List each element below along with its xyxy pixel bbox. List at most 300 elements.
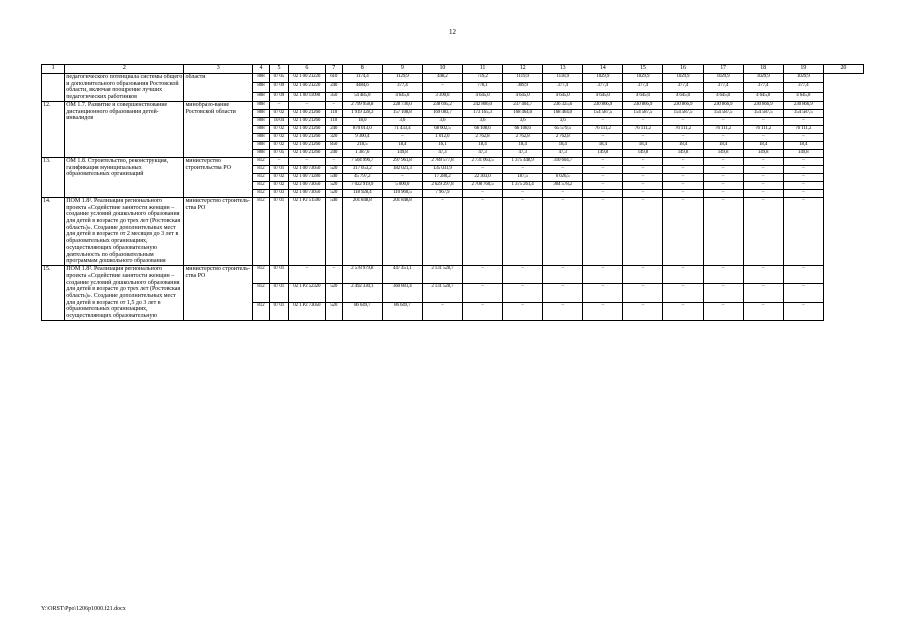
amount-cell: – bbox=[783, 266, 823, 284]
amount-cell: – bbox=[623, 197, 663, 265]
amount-cell: – bbox=[583, 165, 623, 173]
amount-cell: 3,6 bbox=[503, 117, 543, 125]
amount-cell: – bbox=[663, 197, 703, 265]
measure-name: ПОМ 1.8². Реализация регионального проекта «Содействие занятости женщин – создание условий дошкольного образования для детей в возрасте до трех лет (Ростовская область)». Создание дополнительных мест для детей в возрасте от 1,5 до 3 лет в образовательных организациях, осуществляющих образовательную bbox=[65, 266, 184, 321]
amount-cell: 18,0 bbox=[342, 117, 382, 125]
budget-code-cell: 812 bbox=[253, 284, 270, 302]
amount-cell: – bbox=[703, 173, 743, 181]
amount-cell: 154 587,5 bbox=[783, 109, 823, 117]
column-number: 5 bbox=[269, 65, 288, 74]
budget-table bbox=[41, 64, 864, 321]
amount-cell: 47,3 bbox=[462, 149, 502, 157]
amount-cell: 4 645,0 bbox=[703, 92, 743, 101]
budget-code-cell: 808 bbox=[253, 109, 270, 117]
amount-cell: 377,4 bbox=[382, 83, 422, 92]
amount-cell: 4 645,0 bbox=[743, 92, 783, 101]
executor: министерство строитель-ства РО bbox=[184, 266, 253, 321]
amount-cell: 230 866,9 bbox=[583, 101, 623, 109]
amount-cell: 18,4 bbox=[703, 141, 743, 149]
table-row bbox=[42, 197, 864, 265]
column-number: 6 bbox=[288, 65, 325, 74]
amount-cell: – bbox=[503, 284, 543, 302]
amount-cell: 1029,9 bbox=[623, 74, 663, 83]
amount-cell: – bbox=[462, 189, 502, 197]
row-number: 14. bbox=[42, 197, 65, 265]
amount-cell: – bbox=[543, 302, 583, 320]
amount-cell: 377,4 bbox=[663, 83, 703, 92]
row-number: 15. bbox=[42, 266, 65, 321]
amount-cell: – bbox=[703, 197, 743, 265]
amount-cell: 242 806,0 bbox=[462, 101, 502, 109]
amount-cell: – bbox=[743, 189, 783, 197]
amount-cell: 201 848,8 bbox=[342, 197, 382, 265]
amount-cell: – bbox=[663, 117, 703, 125]
amount-cell: 1029,9 bbox=[663, 74, 703, 83]
amount-cell: 149,8 bbox=[583, 149, 623, 157]
amount-cell: – bbox=[663, 165, 703, 173]
amount-cell: 76 111,2 bbox=[663, 125, 703, 133]
amount-cell: – bbox=[703, 189, 743, 197]
budget-code-cell: 07 09 bbox=[269, 83, 288, 92]
amount-cell: – bbox=[743, 133, 783, 141]
budget-code-cell: 350 bbox=[325, 92, 342, 101]
amount-cell: – bbox=[743, 117, 783, 125]
budget-code-cell: 07 01 bbox=[269, 302, 288, 320]
row-number: 13. bbox=[42, 157, 65, 197]
amount-cell: 149,8 bbox=[743, 149, 783, 157]
amount-cell: 1 387,6 bbox=[342, 149, 382, 157]
amount-cell: – bbox=[623, 157, 663, 165]
amount-cell: – bbox=[703, 181, 743, 189]
amount-cell: – bbox=[663, 173, 703, 181]
amount-cell: 2 762,8 bbox=[503, 133, 543, 141]
amount-cell: 47,3 bbox=[543, 149, 583, 157]
amount-cell: 118 928,4 bbox=[342, 189, 382, 197]
amount-cell: 5 000,0 bbox=[382, 181, 422, 189]
amount-cell: 2 131 528,7 bbox=[422, 284, 462, 302]
budget-code-cell: 520 bbox=[325, 284, 342, 302]
budget-code-cell: 07 02 bbox=[269, 125, 288, 133]
budget-code-cell: 07 02 bbox=[269, 141, 288, 149]
budget-code-cell: 808 bbox=[253, 83, 270, 92]
amount-cell: 228 736,0 bbox=[382, 101, 422, 109]
amount-cell: 135 031,9 bbox=[422, 165, 462, 173]
amount-cell: – bbox=[623, 266, 663, 284]
budget-code-cell: 812 bbox=[253, 302, 270, 320]
budget-code-cell: 07 01 bbox=[269, 197, 288, 265]
table-row bbox=[42, 157, 864, 165]
amount-cell: 54 485,0 bbox=[342, 92, 382, 101]
column-number: 11 bbox=[462, 65, 502, 74]
amount-cell: 4 645,0 bbox=[663, 92, 703, 101]
budget-code-cell: 540 bbox=[325, 173, 342, 181]
amount-cell: – bbox=[663, 133, 703, 141]
amount-cell: – bbox=[743, 266, 783, 284]
amount-cell: 76 111,2 bbox=[703, 125, 743, 133]
amount-cell: 157 108,8 bbox=[382, 109, 422, 117]
amount-cell: – bbox=[703, 302, 743, 320]
amount-cell: – bbox=[623, 302, 663, 320]
amount-cell: 187,5 bbox=[503, 173, 543, 181]
budget-code-cell: – bbox=[325, 157, 342, 165]
amount-cell: – bbox=[623, 165, 663, 173]
amount-cell: 230 866,9 bbox=[743, 101, 783, 109]
budget-code-cell: 02 1 00 21220 bbox=[288, 74, 325, 83]
amount-cell: – bbox=[382, 133, 422, 141]
amount-cell: 76 111,2 bbox=[783, 125, 823, 133]
amount-cell: 377,4 bbox=[783, 83, 823, 92]
amount-cell: 2 762,8 bbox=[543, 133, 583, 141]
amount-cell: – bbox=[743, 157, 783, 165]
amount-cell: 3,6 bbox=[462, 117, 502, 125]
budget-code-cell: 02 1 00 73050 bbox=[288, 165, 325, 173]
budget-code-cell: 240 bbox=[325, 125, 342, 133]
amount-cell: 236 325,6 bbox=[543, 101, 583, 109]
amount-cell: 317 053,2 bbox=[342, 165, 382, 173]
amount-cell: 1 375 448,9 bbox=[503, 157, 543, 165]
amount-cell: 218,5 bbox=[342, 141, 382, 149]
amount-cell: 778,1 bbox=[462, 83, 502, 92]
amount-cell: – bbox=[623, 189, 663, 197]
column-number: 12 bbox=[503, 65, 543, 74]
amount-cell: 149,8 bbox=[703, 149, 743, 157]
amount-cell: – bbox=[663, 302, 703, 320]
header-row bbox=[42, 65, 864, 74]
budget-code-cell: 320 bbox=[325, 133, 342, 141]
amount-cell: – bbox=[783, 302, 823, 320]
budget-code-cell: 07 01 bbox=[269, 165, 288, 173]
amount-cell: 76 111,2 bbox=[623, 125, 663, 133]
amount-cell: 3,6 bbox=[382, 117, 422, 125]
amount-cell: 3,6 bbox=[543, 117, 583, 125]
amount-cell: 4484,6 bbox=[342, 83, 382, 92]
amount-cell: 310 604,7 bbox=[543, 157, 583, 165]
amount-cell: – bbox=[583, 133, 623, 141]
amount-cell: 230 866,9 bbox=[623, 101, 663, 109]
amount-cell: – bbox=[503, 165, 543, 173]
amount-cell: 65 579,5 bbox=[543, 125, 583, 133]
budget-code-cell: 850 bbox=[325, 141, 342, 149]
executor: министерство строитель-ства РО bbox=[184, 197, 253, 265]
amount-cell: 230 866,9 bbox=[783, 101, 823, 109]
budget-code-cell: 02 1 00 21260 bbox=[288, 141, 325, 149]
amount-cell: 238 695,2 bbox=[422, 101, 462, 109]
amount-cell: 86 649,7 bbox=[342, 302, 382, 320]
column-number: 1 bbox=[42, 65, 65, 74]
amount-cell: – bbox=[623, 133, 663, 141]
amount-cell: – bbox=[503, 189, 543, 197]
amount-cell: – bbox=[663, 181, 703, 189]
budget-code-cell: 07 03 bbox=[269, 189, 288, 197]
budget-code-cell: 808 bbox=[253, 92, 270, 101]
amount-cell: 110 960,5 bbox=[382, 189, 422, 197]
amount-cell: 18,4 bbox=[583, 141, 623, 149]
amount-cell: – bbox=[583, 117, 623, 125]
measure-name: педагогического потенциала системы общего и дополнительного образования Ростовской области, включая поощрение лучших педагогических работников bbox=[66, 74, 183, 101]
amount-cell: – bbox=[703, 266, 743, 284]
amount-cell: – bbox=[663, 266, 703, 284]
amount-cell: – bbox=[783, 189, 823, 197]
amount-cell: – bbox=[743, 173, 783, 181]
budget-code-cell: 07 05 bbox=[269, 149, 288, 157]
budget-code-cell: 02 1 P2 73050 bbox=[288, 302, 325, 320]
amount-cell: 1029,9 bbox=[703, 74, 743, 83]
file-path-footer: Y:\ORST\Ppo\1206p1000.f21.docx bbox=[41, 606, 126, 612]
budget-code-cell: 808 bbox=[253, 133, 270, 141]
budget-code-cell: 02 1 00 21260 bbox=[288, 117, 325, 125]
amount-cell: – bbox=[783, 117, 823, 125]
amount-cell: – bbox=[422, 83, 462, 92]
amount-cell: 149,8 bbox=[623, 149, 663, 157]
amount-cell: – bbox=[743, 197, 783, 265]
amount-cell: 2 708 760,5 bbox=[462, 181, 502, 189]
amount-cell: 297 961,8 bbox=[382, 157, 422, 165]
amount-cell: 4 645,0 bbox=[623, 92, 663, 101]
table-row bbox=[42, 74, 864, 83]
budget-code-cell: – bbox=[288, 266, 325, 284]
amount-cell: 3 390,0 bbox=[422, 92, 462, 101]
amount-cell: – bbox=[422, 302, 462, 320]
budget-code-cell: 02 1 00 21220 bbox=[288, 83, 325, 92]
amount-cell: 377,4 bbox=[703, 83, 743, 92]
amount-cell: 2 762,8 bbox=[462, 133, 502, 141]
amount-cell: – bbox=[583, 302, 623, 320]
amount-cell: 149,8 bbox=[382, 149, 422, 157]
column-number: 13 bbox=[543, 65, 583, 74]
measure-name: ОМ 1.7. Развитие и совершенствование дистанционного образования детей-инвалидов bbox=[65, 101, 184, 157]
amount-cell: – bbox=[543, 284, 583, 302]
budget-code-cell: – bbox=[325, 266, 342, 284]
column-number: 18 bbox=[743, 65, 783, 74]
amount-cell: 2 629 297,8 bbox=[422, 181, 462, 189]
amount-cell: – bbox=[543, 197, 583, 265]
amount-cell: 4 645,0 bbox=[503, 92, 543, 101]
amount-cell: 230 866,9 bbox=[703, 101, 743, 109]
amount-cell: – bbox=[663, 157, 703, 165]
amount-cell: 201 848,8 bbox=[382, 197, 422, 265]
budget-code-cell: 02 1 00 21260 bbox=[288, 149, 325, 157]
amount-cell: – bbox=[503, 266, 543, 284]
executor: области bbox=[184, 74, 253, 102]
amount-cell: 4 645,0 bbox=[783, 92, 823, 101]
amount-cell: – bbox=[382, 173, 422, 181]
amount-cell: – bbox=[583, 197, 623, 265]
amount-cell: 4 645,0 bbox=[382, 92, 422, 101]
column-number: 9 bbox=[382, 65, 422, 74]
column-number: 17 bbox=[703, 65, 743, 74]
amount-cell: 2 492 330,1 bbox=[342, 284, 382, 302]
amount-cell: 447 451,1 bbox=[382, 266, 422, 284]
amount-cell: 173 165,3 bbox=[462, 109, 502, 117]
column-number: 8 bbox=[342, 65, 382, 74]
amount-cell: 237 404,7 bbox=[503, 101, 543, 109]
amount-cell: – bbox=[462, 302, 502, 320]
amount-cell: 7 967,9 bbox=[422, 189, 462, 197]
budget-code-cell: 02 1 00 21260 bbox=[288, 125, 325, 133]
budget-code-cell: 10 04 bbox=[269, 117, 288, 125]
budget-code-cell: 812 bbox=[253, 266, 270, 284]
amount-cell: 9 300,4 bbox=[342, 133, 382, 141]
budget-code-cell: 808 bbox=[253, 101, 270, 109]
table-row bbox=[42, 266, 864, 284]
row-number bbox=[42, 74, 65, 102]
amount-cell: 377,4 bbox=[623, 83, 663, 92]
table-row bbox=[42, 101, 864, 109]
amount-cell: 4 645,0 bbox=[462, 92, 502, 101]
amount-cell: 66 108,6 bbox=[462, 125, 502, 133]
amount-cell: 309,9 bbox=[503, 83, 543, 92]
amount-cell: 17 280,2 bbox=[422, 173, 462, 181]
amount-cell: – bbox=[462, 266, 502, 284]
amount-cell: 377,4 bbox=[543, 83, 583, 92]
amount-cell: – bbox=[783, 165, 823, 173]
executor: министерство строительства РО bbox=[184, 157, 253, 197]
column-number: 3 bbox=[184, 65, 253, 74]
budget-code-cell: 808 bbox=[253, 74, 270, 83]
amount-cell: – bbox=[583, 181, 623, 189]
amount-cell: 2 731 063,5 bbox=[462, 157, 502, 165]
budget-code-cell: 812 bbox=[253, 189, 270, 197]
amount-cell: 360 801,4 bbox=[382, 284, 422, 302]
amount-cell: – bbox=[703, 284, 743, 302]
amount-cell: – bbox=[543, 165, 583, 173]
amount-cell: 377,4 bbox=[583, 83, 623, 92]
amount-cell: 1029,9 bbox=[583, 74, 623, 83]
amount-cell: 1 919 328,3 bbox=[342, 109, 382, 117]
budget-code-cell: – bbox=[325, 101, 342, 109]
budget-code-cell: 07 02 bbox=[269, 173, 288, 181]
amount-cell: – bbox=[543, 189, 583, 197]
budget-code-cell: 240 bbox=[325, 149, 342, 157]
budget-code-cell: 520 bbox=[325, 189, 342, 197]
column-number: 15 bbox=[623, 65, 663, 74]
budget-code-cell: 520 bbox=[325, 302, 342, 320]
budget-code-cell: 02 1 00 21260 bbox=[288, 109, 325, 117]
budget-code-cell: 110 bbox=[325, 109, 342, 117]
budget-code-cell: – bbox=[269, 101, 288, 109]
amount-cell: 149,8 bbox=[663, 149, 703, 157]
budget-code-cell: – bbox=[288, 101, 325, 109]
amount-cell: 66 108,6 bbox=[503, 125, 543, 133]
column-number: 10 bbox=[422, 65, 462, 74]
amount-cell: – bbox=[503, 302, 543, 320]
amount-cell: – bbox=[783, 157, 823, 165]
amount-cell: – bbox=[743, 284, 783, 302]
amount-cell: – bbox=[663, 284, 703, 302]
amount-cell: – bbox=[743, 181, 783, 189]
amount-cell: 1118,9 bbox=[543, 74, 583, 83]
amount-cell: 1029,9 bbox=[743, 74, 783, 83]
amount-cell: – bbox=[462, 197, 502, 265]
amount-cell: 1174,4 bbox=[342, 74, 382, 83]
amount-cell: 719,2 bbox=[462, 74, 502, 83]
budget-code-cell: 808 bbox=[253, 125, 270, 133]
amount-cell: – bbox=[462, 165, 502, 173]
amount-cell: 1 375 261,4 bbox=[503, 181, 543, 189]
page-number: 12 bbox=[449, 28, 456, 36]
amount-cell: 154 587,5 bbox=[663, 109, 703, 117]
amount-cell: – bbox=[783, 181, 823, 189]
amount-cell: 22 303,0 bbox=[462, 173, 502, 181]
amount-cell: 68 002,5 bbox=[422, 125, 462, 133]
amount-cell: – bbox=[743, 165, 783, 173]
column-number: 19 bbox=[783, 65, 823, 74]
amount-cell: – bbox=[783, 197, 823, 265]
amount-cell: – bbox=[703, 157, 743, 165]
budget-code-cell: 02 1 00 73050 bbox=[288, 181, 325, 189]
amount-cell: 45 797,2 bbox=[342, 173, 382, 181]
budget-code-cell: 07 05 bbox=[269, 74, 288, 83]
budget-code-cell: 02 1 P2 52320 bbox=[288, 284, 325, 302]
budget-code-cell: 812 bbox=[253, 181, 270, 189]
budget-code-cell: 02 1 P2 51590 bbox=[288, 197, 325, 265]
amount-cell: – bbox=[783, 173, 823, 181]
budget-code-cell: 520 bbox=[325, 165, 342, 173]
amount-cell: – bbox=[583, 157, 623, 165]
column-number: 20 bbox=[823, 65, 863, 74]
amount-cell: – bbox=[623, 181, 663, 189]
amount-cell: 76 111,2 bbox=[583, 125, 623, 133]
amount-cell: 18,4 bbox=[623, 141, 663, 149]
column-number: 7 bbox=[325, 65, 342, 74]
budget-code-cell: – bbox=[288, 157, 325, 165]
amount-cell: 154 587,5 bbox=[583, 109, 623, 117]
amount-cell: 18,4 bbox=[783, 141, 823, 149]
budget-code-cell: 07 02 bbox=[269, 181, 288, 189]
row-number: 12. bbox=[42, 101, 65, 157]
amount-cell: 154 587,5 bbox=[703, 109, 743, 117]
amount-cell: 86 649,7 bbox=[382, 302, 422, 320]
amount-cell: – bbox=[623, 117, 663, 125]
amount-cell: 168 464,0 bbox=[543, 109, 583, 117]
amount-cell: 18,4 bbox=[543, 141, 583, 149]
amount-cell: 182 021,3 bbox=[382, 165, 422, 173]
amount-cell: – bbox=[583, 284, 623, 302]
amount-cell: 18,4 bbox=[462, 141, 502, 149]
budget-code-cell: 02 1 00 71280 bbox=[288, 173, 325, 181]
measure-name: ПОМ 1.8¹. Реализация регионального проекта «Содействие занятости женщин – создание условий дошкольного образования для детей в возрасте до трех лет (Ростовская область)». Создание дополнительных мест для детей в возрасте от 2 месяцев до 3 лет в образовательных организациях, осуществляющих образовательную деятельность по образовательным программам дошкольного образования bbox=[65, 197, 184, 265]
amount-cell: 18,4 bbox=[503, 141, 543, 149]
amount-cell: – bbox=[703, 165, 743, 173]
amount-cell: 3,6 bbox=[422, 117, 462, 125]
amount-cell: 7 022 919,9 bbox=[342, 181, 382, 189]
amount-cell: – bbox=[703, 133, 743, 141]
amount-cell: 1129,9 bbox=[382, 74, 422, 83]
amount-cell: 169 083,7 bbox=[422, 109, 462, 117]
amount-cell: 154 587,5 bbox=[623, 109, 663, 117]
amount-cell: 304 578,2 bbox=[543, 181, 583, 189]
amount-cell: 6 026,5 bbox=[543, 173, 583, 181]
budget-code-cell: – bbox=[269, 157, 288, 165]
amount-cell: 448,2 bbox=[422, 74, 462, 83]
amount-cell: – bbox=[422, 197, 462, 265]
amount-cell: 377,4 bbox=[743, 83, 783, 92]
amount-cell: 2 578 979,8 bbox=[342, 266, 382, 284]
amount-cell: 18,4 bbox=[382, 141, 422, 149]
amount-cell: 1119,9 bbox=[503, 74, 543, 83]
amount-cell: – bbox=[583, 173, 623, 181]
amount-cell: – bbox=[503, 197, 543, 265]
amount-cell: 76 111,2 bbox=[743, 125, 783, 133]
amount-cell: 47,3 bbox=[422, 149, 462, 157]
amount-cell: 47,3 bbox=[503, 149, 543, 157]
amount-cell: – bbox=[743, 302, 783, 320]
amount-cell: – bbox=[623, 284, 663, 302]
amount-cell: – bbox=[783, 284, 823, 302]
budget-code-cell: 812 bbox=[253, 165, 270, 173]
amount-cell: 18,4 bbox=[663, 141, 703, 149]
executor: минобразо-вание Ростовской области bbox=[184, 101, 253, 157]
